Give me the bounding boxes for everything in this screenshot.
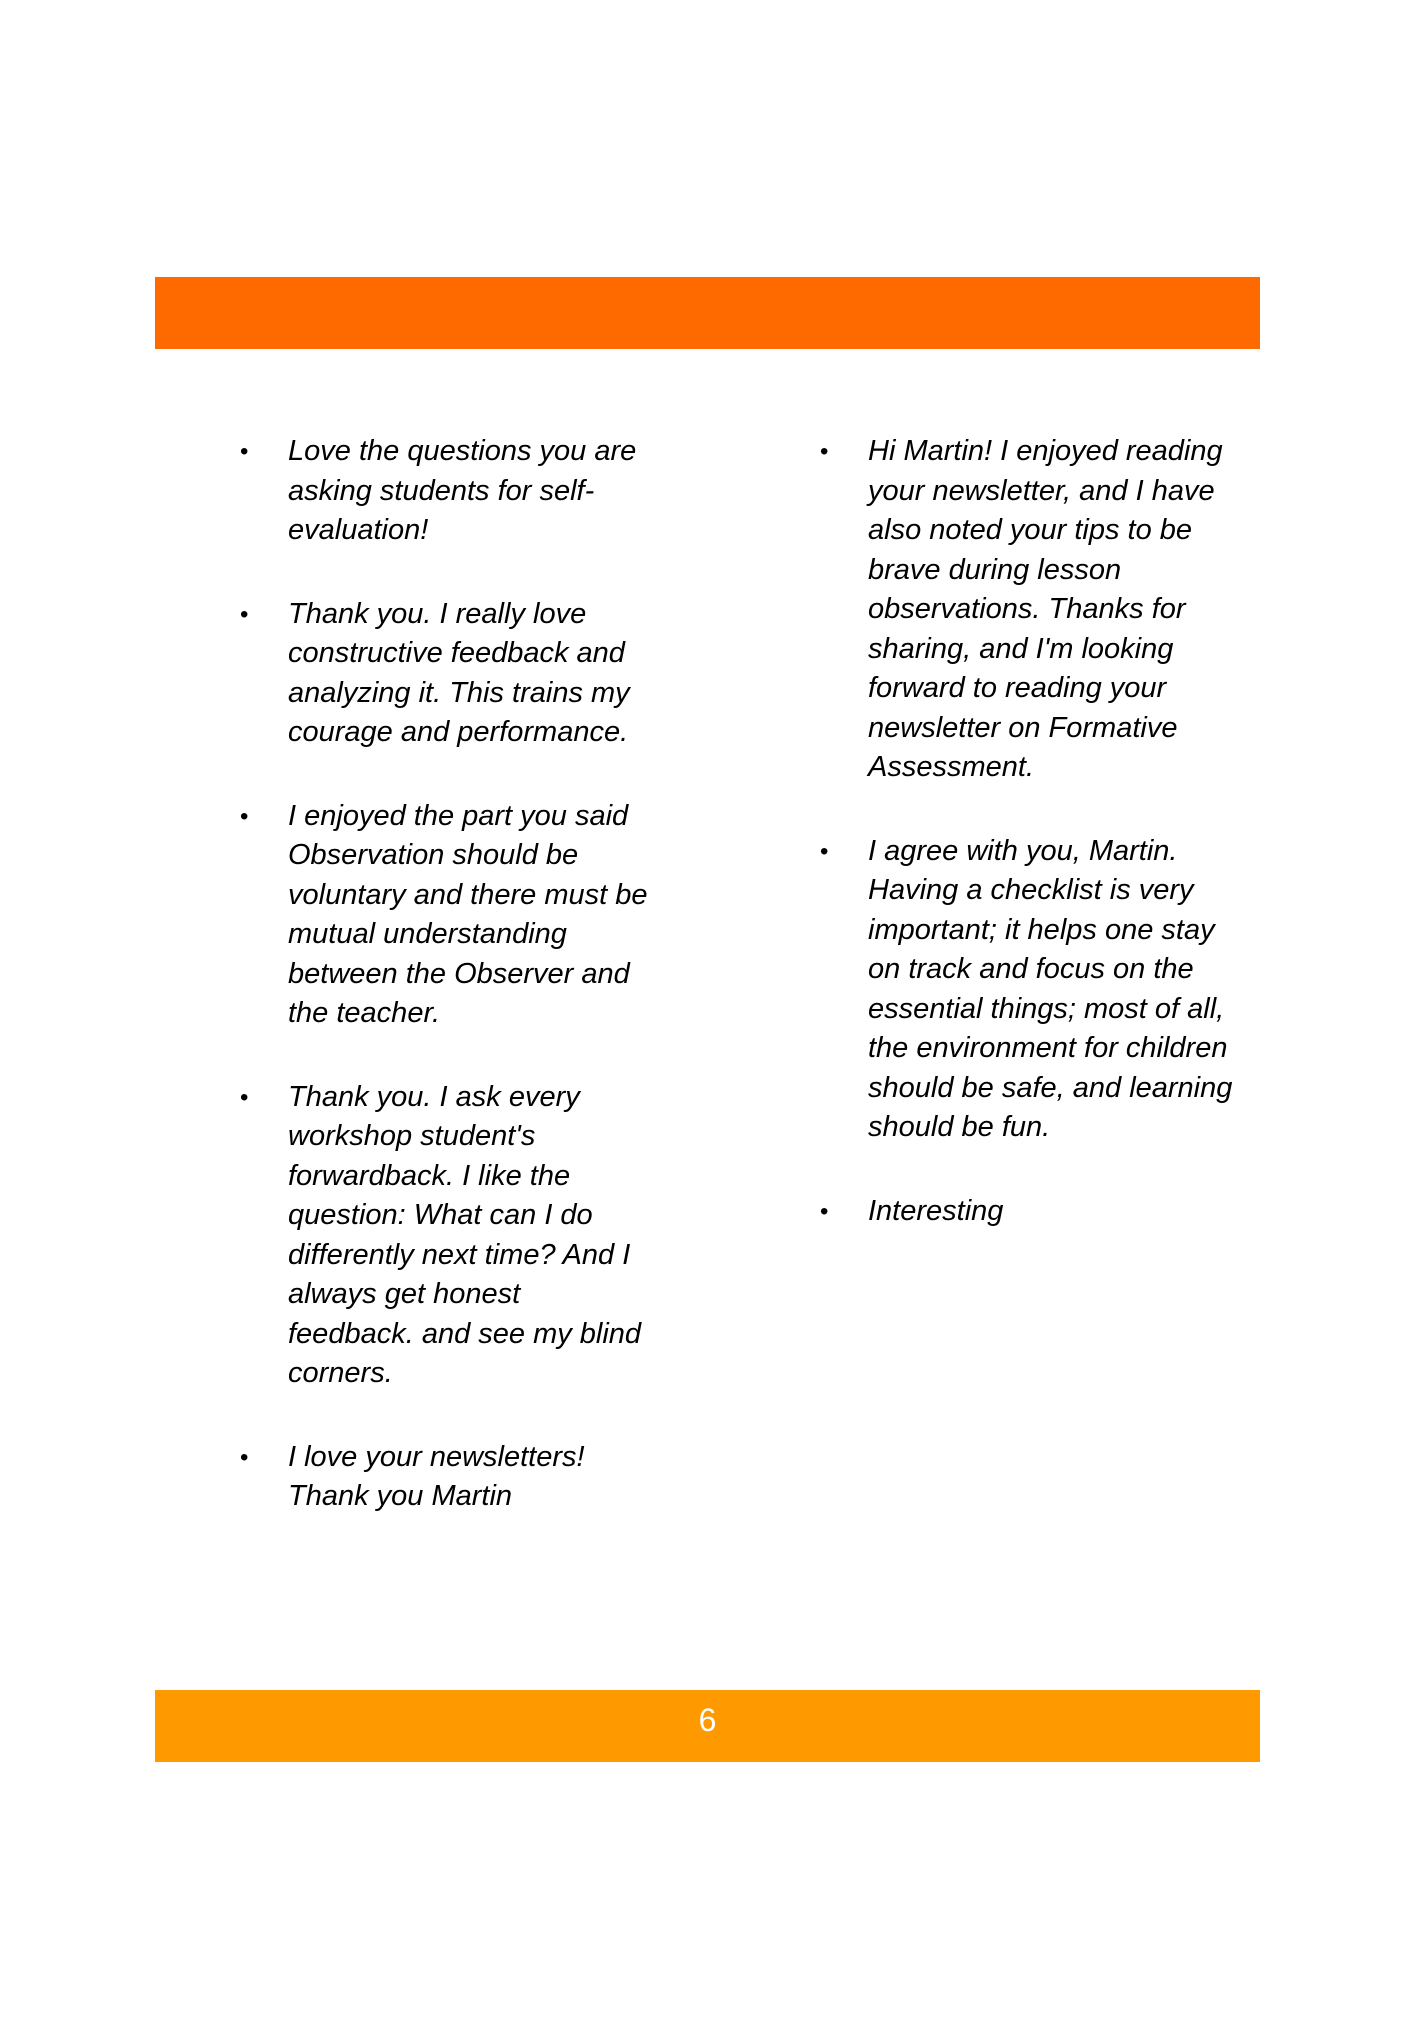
comment-text: Thank you. I really love constructive feedback and analyzing it. This trains my courage and performance. — [288, 597, 630, 748]
bullet-icon: • — [240, 438, 249, 465]
comment-item — [820, 832, 1240, 1148]
comment-item — [240, 1078, 650, 1394]
comment-text: Hi Martin! I enjoyed reading your newsletter, and I have also noted your tips to be brave during lesson observations. Thanks for sharing, and I'm looking forward to reading your newsletter on Formative Assessment. — [868, 435, 1223, 783]
bullet-icon: • — [240, 600, 249, 628]
comment-item — [820, 432, 1240, 788]
comment-item — [240, 1438, 650, 1517]
comment-text: I love your newsletters! Thank you Martin — [288, 1440, 585, 1512]
bullet-icon: • — [240, 1083, 249, 1111]
comment-text: Thank you. I ask every workshop student's forwardback. I like the question: What can I do differently next time? And I always get honest feedback. and see my blind corners. — [288, 1080, 642, 1389]
bullet-icon: • — [820, 1197, 829, 1225]
comment-text: I agree with you, Martin. Having a checklist is very important; it helps one stay on track and focus on the essential things; most of all, the environment for children should be safe, and learning should be fun. — [868, 834, 1233, 1143]
comment-text: I enjoyed the part you said Observation should be voluntary and there must be mutual understanding between the Observer and the teacher. — [288, 799, 648, 1029]
header-bar — [155, 277, 1260, 349]
left-comment-list — [240, 432, 650, 1561]
comment-item — [240, 595, 650, 753]
page-number: 6 — [698, 1702, 717, 1738]
bullet-icon: • — [240, 802, 249, 830]
bullet-icon: • — [240, 1443, 249, 1471]
bullet-icon: • — [820, 438, 829, 465]
bullet-icon: • — [820, 837, 829, 865]
footer-bar — [155, 1690, 1260, 1762]
comment-item — [820, 1192, 1240, 1232]
right-comment-list — [820, 432, 1240, 1275]
comment-text: Interesting — [868, 1194, 1004, 1227]
comment-item — [240, 797, 650, 1034]
comment-text: Love the questions you are asking students for self-evaluation! — [288, 435, 637, 546]
comment-item — [240, 432, 650, 551]
